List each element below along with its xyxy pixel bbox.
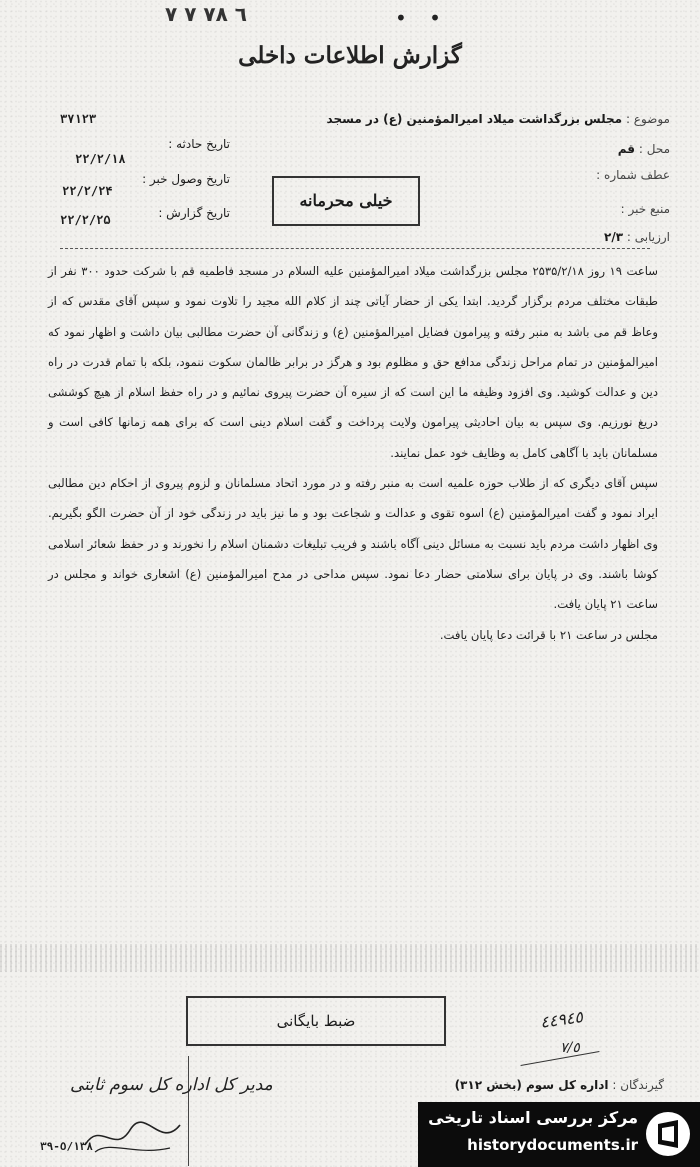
archive-logo-title: مرکز بررسی اسناد تاریخی (428, 1108, 638, 1127)
subject-value: مجلس بزرگداشت میلاد امیرالمؤمنین (ع) در مسجد (326, 112, 623, 126)
header-number-marks: ٦ ٧٨ ٧ ٧ (165, 2, 247, 26)
handwritten-sub-number: ٧/٥ (560, 1040, 580, 1056)
source-label: منبع خبر : (620, 202, 670, 216)
place-value: قم (617, 142, 636, 156)
bottom-reference-number: ٥/١٣٨-٣٩ (40, 1140, 93, 1153)
date-report-label: تاریخ گزارش : (158, 206, 230, 220)
circulation-value: اداره کل سوم (بخش ۳۱۲) (454, 1078, 609, 1092)
archive-logo (418, 1102, 700, 1167)
archive-emblem-icon (644, 1108, 692, 1160)
archive-stamp: ضبط بایگانی (186, 996, 446, 1046)
date-received-label: تاریخ وصول خبر : (142, 172, 230, 186)
source-field (621, 202, 670, 216)
date-report-value: ۲۲/۲/۲۵ (60, 213, 111, 227)
document-title: گزارش اطلاعات داخلی (238, 42, 462, 69)
report-body (48, 256, 658, 650)
date-received-value: ۲۲/۲/۲۴ (62, 184, 113, 198)
scan-artifact-strip (0, 944, 700, 972)
body-paragraph-3: مجلس در ساعت ۲۱ با قرائت دعا پایان یافت. (439, 627, 658, 642)
body-paragraph-1: ساعت ۱۹ روز ۲۵۳۵/۲/۱۸ مجلس بزرگداشت میلاد امیرالمؤمنین علیه السلام در مسجد فاطمیه قم با شرکت حدود ۳۰۰ نفر از طبقات مختلف مردم برگزار گردید. ابتدا یکی از حضار آیاتی چند از کلام الله مجید را تلاوت نمود و سپس آقای مقدس که از وعاظ قم می باشد به منبر رفته و پیرامون فضایل امیرالمؤمنین (ع) و زندگانی آن حضرت مطالبی بیان داشت و اظهار نمود که امیرالمؤمنین در تمام مراحل زندگی مدافع حق و مظلوم بود و هرگز در برابر ظالمان سکوت ننمود، بلکه با تمام قدرت در راه دین و عدالت کوشید. وی افزود وظیفه ما این است که از سیره آن حضرت پیروی نمائیم و در راه حفظ اسلام از هیچ کوششی دریغ نورزیم. وی سپس به بیان احادیثی پیرامون ولایت پرداخت و گفت اسلام دینی است که برای همه زمانها کافی است و مسلمانان باید با آگاهی کامل به وظایف خود عمل نمایند. (48, 264, 659, 460)
evaluation-value: ۲/۳ (604, 230, 624, 244)
evaluation-field (604, 230, 670, 244)
handwritten-signature: مدیر کل اداره کل سوم ثابتی (70, 1075, 273, 1095)
signature-scribble-icon (80, 1110, 190, 1160)
subject-field (327, 112, 670, 126)
header-divider (60, 248, 650, 249)
date-event-label: تاریخ حادثه : (168, 137, 230, 151)
reference-field (596, 168, 670, 182)
place-label: محل : (638, 142, 670, 156)
header-dots: • • (395, 6, 449, 30)
subject-label: موضوع : (625, 112, 670, 126)
body-paragraph-2: سپس آقای دیگری که از طلاب حوزه علمیه است به منبر رفته و در مورد اتحاد مسلمانان و لزوم پیروی از احکام دین مطالبی ایراد نمود و گفت امیرالمؤمنین (ع) اسوه تقوی و عدالت و شجاعت بود و ما نیز باید در زندگی خود از آن حضرت الگو بگیریم. وی اظهار داشت مردم باید نسبت به مسائل دینی آگاه باشند و فریب تبلیغات دشمنان اسلام را نخورند و در حفظ شعائر اسلامی کوشا باشند. وی در پایان برای سلامتی حضار دعا نمود. سپس مداحی در مدح امیرالمؤمنین (ع) اشعاری خواند و مجلس در ساعت ۲۱ پایان یافت. (48, 476, 658, 612)
classification-stamp: خیلی محرمانه (272, 176, 420, 226)
place-field (618, 142, 670, 156)
archive-logo-url: historydocuments.ir (467, 1136, 638, 1154)
subject-number: ۳۷۱۲۳ (60, 112, 97, 126)
circulation-label: گیرندگان : (612, 1078, 664, 1092)
handwritten-number: ٤٤٩٤٥ (538, 1007, 585, 1032)
date-event-value: ۲۲/۲/۱۸ (75, 152, 126, 166)
reference-label: عطف شماره : (596, 168, 670, 182)
signature-area (188, 1056, 419, 1166)
evaluation-label: ارزیابی : (626, 230, 670, 244)
circulation-field (455, 1078, 664, 1092)
